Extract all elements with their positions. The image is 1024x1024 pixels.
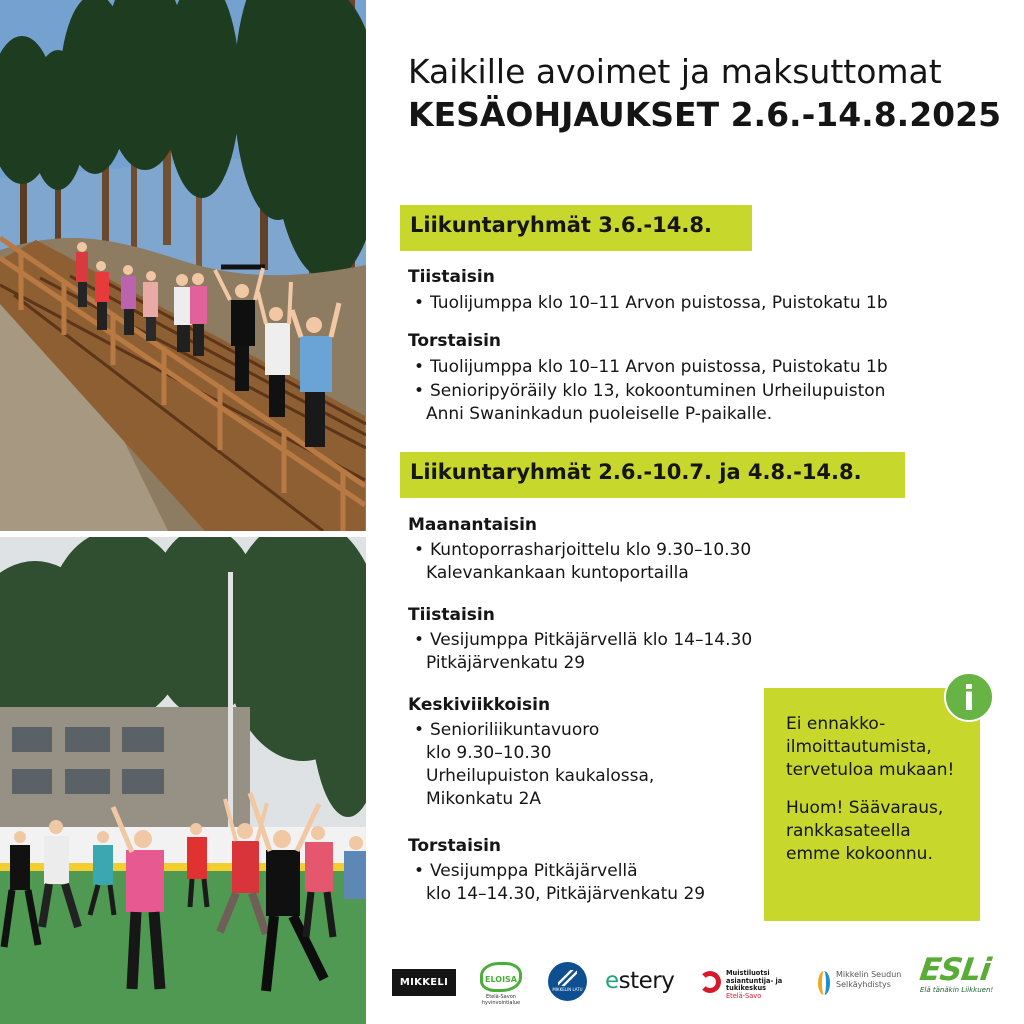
mikkeli-logo: MIKKELI <box>392 969 456 996</box>
bullet-icon: • <box>414 293 425 313</box>
weather-notice: Huom! Säävaraus, rankkasateella emme kokoonnu. <box>786 798 944 864</box>
eloisa-mark-icon: ELOISA <box>480 962 522 992</box>
no-registration-notice: Ei ennakko-ilmoittautumista, tervetuloa mukaan! <box>786 714 955 780</box>
estery-logo <box>605 968 674 995</box>
bullet-icon: • <box>414 630 425 650</box>
mikkelin-latu-logo: MIKKELIN LATU <box>548 962 587 1001</box>
poster-headline <box>408 52 1002 134</box>
day-monday: Maanantaisin <box>408 515 538 535</box>
event-senior-exercise-slot-line-3: Urheilupuiston kaukalossa, <box>426 766 655 786</box>
day-tuesday-first: Tiistaisin <box>408 267 495 287</box>
section-heading-split-period: Liikuntaryhmät 2.6.-10.7. ja 4.8.-14.8. <box>400 452 905 498</box>
event-senior-cycling-line-2: Anni Swaninkadun puoleiselle P-paikalle. <box>426 404 773 424</box>
bullet-icon: • <box>414 720 425 740</box>
event-text: Tuolijumppa klo 10–11 Arvon puistossa, Puistokatu 1b <box>430 293 888 313</box>
event-stair-training-line-1 <box>414 539 751 562</box>
event-senior-exercise-slot-line-2: klo 9.30–10.30 <box>426 743 552 763</box>
bullet-icon: • <box>414 381 425 401</box>
muistiluotsi-logo <box>699 968 804 1001</box>
event-water-exercise-thursday <box>414 860 705 906</box>
event-water-exercise-tuesday <box>414 629 752 675</box>
day-thursday-second: Torstaisin <box>408 836 501 856</box>
event-stair-training-line-2: Kalevankankaan kuntoportailla <box>426 563 689 583</box>
bullet-icon: • <box>414 861 425 881</box>
event-water-exercise-thursday-line-2: klo 14–14.30, Pitkäjärvenkatu 29 <box>426 884 706 904</box>
event-senior-exercise-slot-line-4: Mikonkatu 2A <box>426 789 542 809</box>
selkayhdistys-text <box>836 970 901 990</box>
event-senior-exercise-slot <box>414 719 654 811</box>
selkayhdistys-line-1: Mikkelin Seudun <box>836 970 902 979</box>
event-text: Tuolijumppa klo 10–11 Arvon puistossa, Puistokatu 1b <box>430 357 888 377</box>
muistiluotsi-region: Etelä-Savo <box>726 991 762 1000</box>
event-text: Kuntoporrasharjoittelu klo 9.30–10.30 <box>430 540 752 560</box>
stairs-photo <box>0 0 366 531</box>
estery-logo-e: e <box>605 968 619 994</box>
event-stair-training <box>414 539 751 585</box>
event-senior-cycling <box>414 380 885 426</box>
esli-wordmark: ESLi <box>917 952 993 988</box>
bullet-icon: • <box>414 540 425 560</box>
event-water-exercise-thursday-line-1 <box>414 860 705 883</box>
eloisa-subtitle: Etelä-Savon hyvinvointialue <box>481 994 521 1006</box>
event-text: Vesijumppa Pitkäjärvellä klo 14–14.30 <box>430 630 753 650</box>
event-text: Vesijumppa Pitkäjärvellä <box>430 861 638 881</box>
light-pole <box>228 572 233 842</box>
headline-intro: Kaikille avoimet ja maksuttomat <box>408 52 942 91</box>
selkayhdistys-mark-icon <box>818 971 830 995</box>
muistiluotsi-line-1: Muistiluotsi <box>726 969 770 977</box>
event-text: Senioriliikuntavuoro <box>430 720 600 740</box>
esli-logo <box>917 952 1011 1005</box>
muistiluotsi-ring-icon <box>699 971 721 993</box>
event-tuesday-chair-exercise-line <box>414 292 888 315</box>
muistiluotsi-text <box>726 970 808 1000</box>
event-text: Senioripyöräily klo 13, kokoontuminen Urheilupuiston <box>430 381 886 401</box>
headline-title: KESÄOHJAUKSET 2.6.-14.8.2025 <box>408 94 1002 134</box>
event-water-exercise-tuesday-line-2: Pitkäjärvenkatu 29 <box>426 653 586 673</box>
event-senior-cycling-line-1 <box>414 380 885 403</box>
event-thursday-chair-exercise-line <box>414 356 888 379</box>
building <box>0 707 250 827</box>
group-exercising-on-field-image <box>0 537 366 1024</box>
eloisa-logo <box>472 962 530 1008</box>
muistiluotsi-line-2: asiantuntija- ja tukikeskus <box>726 976 783 992</box>
day-wednesday: Keskiviikkoisin <box>408 695 551 715</box>
outdoor-exercise-photo <box>0 537 366 1024</box>
day-tuesday-second: Tiistaisin <box>408 605 495 625</box>
event-tuesday-chair-exercise <box>414 292 888 315</box>
event-water-exercise-tuesday-line-1 <box>414 629 752 652</box>
bullet-icon: • <box>414 357 425 377</box>
event-senior-exercise-slot-line-1 <box>414 719 654 742</box>
selkayhdistys-line-2: Selkäyhdistys <box>836 980 891 989</box>
event-thursday-chair-exercise <box>414 356 888 379</box>
estery-logo-text: stery <box>618 968 675 994</box>
section-heading-june-august: Liikuntaryhmät 3.6.-14.8. <box>400 205 752 251</box>
esli-slogan: Elä tänäkin Liikkuen! <box>920 986 994 994</box>
info-icon: i <box>944 672 994 722</box>
registration-info-box <box>764 688 980 921</box>
selkayhdistys-logo <box>818 969 922 997</box>
day-thursday-first: Torstaisin <box>408 331 501 351</box>
group-on-wooden-stairs-image <box>0 0 366 531</box>
